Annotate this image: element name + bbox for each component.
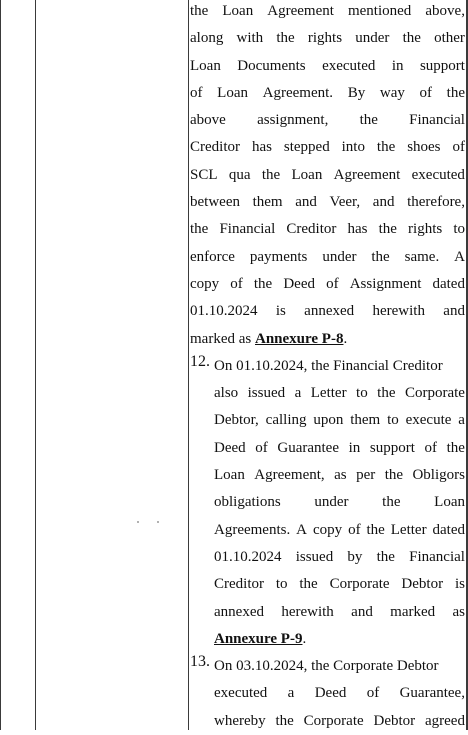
- numbered-paragraph-13: [190, 653, 465, 735]
- text-run: On 01.10.2024, the Financial Creditor: [214, 357, 443, 374]
- word: Agreement,: [254, 467, 325, 484]
- word: of: [190, 84, 203, 101]
- word: A: [454, 248, 465, 265]
- word: executed: [214, 685, 268, 702]
- word: of: [255, 439, 268, 456]
- table-border-left: [0, 0, 1, 730]
- text-line: [214, 407, 465, 434]
- word: into: [341, 139, 365, 156]
- text-line: [190, 25, 465, 52]
- word: the: [382, 494, 401, 511]
- word: Deed: [314, 685, 347, 702]
- word: Debtor: [373, 712, 416, 729]
- word: marked: [390, 603, 436, 620]
- word: support: [369, 439, 415, 456]
- word: the: [446, 439, 465, 456]
- word: By: [347, 84, 366, 101]
- word: the: [384, 467, 404, 484]
- word: execute: [405, 412, 452, 429]
- text-run: .: [302, 630, 307, 647]
- word: of: [348, 521, 361, 538]
- text-line: [214, 435, 465, 462]
- word: agreed: [425, 712, 465, 729]
- word: by: [347, 548, 363, 565]
- text-run: .: [343, 330, 348, 347]
- word: Obligors: [412, 467, 465, 484]
- text-line: [190, 162, 465, 189]
- word: them: [350, 412, 381, 429]
- text-line: [190, 80, 465, 107]
- word: the: [376, 548, 395, 565]
- word: under: [355, 30, 390, 47]
- word: to: [453, 221, 465, 238]
- text-line: [214, 462, 465, 489]
- text-line: [190, 298, 465, 325]
- word: to: [356, 385, 368, 402]
- word: along: [190, 30, 224, 47]
- text-line: [190, 271, 465, 298]
- word: Debtor,: [214, 412, 259, 429]
- word: above,: [425, 3, 465, 19]
- text-line: [214, 489, 465, 516]
- word: Corporate: [303, 712, 364, 729]
- numbered-paragraph-12: [190, 353, 465, 653]
- word: 01.10.2024: [190, 303, 258, 320]
- word: Corporate: [329, 576, 390, 593]
- scan-speck: [137, 521, 139, 523]
- table-column-divider: [35, 0, 36, 730]
- text-run: marked as: [190, 330, 255, 347]
- word: copy: [312, 521, 343, 538]
- word: and: [443, 303, 465, 320]
- word: of: [230, 275, 243, 292]
- word: to: [387, 412, 399, 429]
- word: Agreement.: [262, 84, 334, 101]
- word: same.: [404, 248, 440, 265]
- paragraph-number: 13.: [190, 653, 210, 671]
- text-line: [214, 708, 465, 735]
- word: rights: [307, 30, 343, 47]
- word: them: [252, 194, 283, 211]
- word: between: [190, 194, 240, 211]
- word: is: [454, 576, 465, 593]
- word: mentioned: [347, 3, 412, 19]
- word: obligations: [214, 494, 281, 511]
- word: calling: [265, 412, 307, 429]
- word: is: [275, 303, 286, 320]
- text-line: [190, 0, 465, 25]
- word: Creditor: [190, 139, 240, 156]
- word: executed: [411, 166, 465, 183]
- word: the: [378, 221, 397, 238]
- word: to: [275, 576, 288, 593]
- word: of: [452, 139, 465, 156]
- paragraph-number: 12.: [190, 352, 210, 370]
- word: Assignment: [349, 275, 422, 292]
- scan-speck: [157, 521, 159, 523]
- word: under: [314, 494, 349, 511]
- word: dated: [432, 521, 465, 538]
- paragraph-continuation: [190, 0, 465, 353]
- word: dated: [432, 275, 465, 292]
- word: the: [275, 712, 294, 729]
- word: annexed: [304, 303, 355, 320]
- word: a: [294, 385, 302, 402]
- word: enforce: [190, 248, 235, 265]
- text-line: [190, 326, 465, 353]
- word: Loan: [217, 84, 248, 101]
- word: Documents: [237, 57, 306, 74]
- word: the: [299, 576, 318, 593]
- word: of: [424, 439, 438, 456]
- word: Corporate: [404, 385, 465, 402]
- text-run: On 03.10.2024, the Corporate Debtor: [214, 658, 439, 675]
- word: other: [434, 30, 465, 47]
- word: a: [458, 412, 465, 429]
- word: under: [322, 248, 357, 265]
- word: the: [359, 112, 378, 129]
- word: the: [253, 275, 273, 292]
- word: Letter: [310, 385, 347, 402]
- word: as: [334, 467, 347, 484]
- word: 01.10.2024: [214, 548, 282, 565]
- text-line: [214, 353, 465, 380]
- word: and: [295, 194, 317, 211]
- text-line: [190, 134, 465, 161]
- text-line: [214, 653, 465, 680]
- word: Deed: [214, 439, 246, 456]
- word: of: [326, 275, 339, 292]
- word: Agreement: [333, 166, 401, 183]
- word: Financial: [409, 548, 465, 565]
- text-line: [190, 53, 465, 80]
- text-line: [214, 571, 465, 598]
- word: as: [452, 603, 465, 620]
- word: stepped: [283, 139, 330, 156]
- text-line: [214, 380, 465, 407]
- word: Loan: [434, 494, 465, 511]
- word: of: [366, 685, 380, 702]
- word: qua: [228, 166, 251, 183]
- word: annexed: [214, 603, 264, 620]
- word: Loan: [222, 3, 254, 19]
- word: Financial: [219, 221, 276, 238]
- word: payments: [249, 248, 308, 265]
- word: has: [347, 221, 368, 238]
- word: in: [391, 57, 404, 74]
- word: and: [351, 603, 373, 620]
- text-line: [214, 599, 465, 626]
- word: the: [402, 30, 421, 47]
- word: Financial: [409, 112, 465, 129]
- text-line: [214, 680, 465, 707]
- word: above: [190, 112, 226, 129]
- word: upon: [313, 412, 344, 429]
- word: Loan: [190, 57, 221, 74]
- word: Creditor: [214, 576, 264, 593]
- word: executed: [322, 57, 376, 74]
- word: shoes: [407, 139, 441, 156]
- word: Agreements.: [214, 521, 291, 538]
- word: and: [372, 194, 395, 211]
- text-line: [214, 626, 465, 653]
- annexure-reference: Annexure P-8: [254, 330, 344, 347]
- word: per: [356, 467, 376, 484]
- word: A: [296, 521, 308, 538]
- word: also: [214, 385, 239, 402]
- word: the: [190, 3, 209, 19]
- word: Guarantee,: [399, 685, 465, 702]
- word: a: [287, 685, 295, 702]
- word: Letter: [390, 521, 427, 538]
- word: whereby: [214, 712, 266, 729]
- word: rights: [408, 221, 443, 238]
- word: the: [261, 166, 281, 183]
- word: assignment,: [257, 112, 329, 129]
- word: Veer,: [329, 194, 361, 211]
- word: herewith: [281, 603, 334, 620]
- table-column-divider: [188, 0, 189, 730]
- word: therefore,: [407, 194, 465, 211]
- word: the: [190, 221, 209, 238]
- text-line: [190, 244, 465, 271]
- text-line: [190, 189, 465, 216]
- word: support: [419, 57, 465, 74]
- annexure-reference: Annexure P-9: [214, 630, 303, 647]
- text-line: [190, 107, 465, 134]
- word: with: [236, 30, 264, 47]
- word: Deed: [283, 275, 315, 292]
- text-line: [190, 216, 465, 243]
- word: Creditor: [286, 221, 337, 238]
- document-body: [190, 0, 465, 735]
- text-line: [214, 517, 465, 544]
- word: in: [348, 439, 361, 456]
- word: Agreement: [267, 3, 334, 19]
- word: Guarantee: [277, 439, 340, 456]
- word: herewith: [372, 303, 425, 320]
- text-line: [214, 544, 465, 571]
- word: SCL: [190, 166, 218, 183]
- word: has: [251, 139, 272, 156]
- word: the: [276, 30, 295, 47]
- word: issued: [295, 548, 334, 565]
- word: the: [376, 139, 396, 156]
- word: issued: [247, 385, 286, 402]
- word: the: [446, 84, 465, 101]
- word: Debtor: [401, 576, 444, 593]
- word: the: [366, 521, 385, 538]
- word: of: [419, 84, 433, 101]
- word: Loan: [291, 166, 323, 183]
- word: Loan: [214, 467, 245, 484]
- word: the: [377, 385, 396, 402]
- word: way: [379, 84, 405, 101]
- word: the: [371, 248, 390, 265]
- word: copy: [190, 275, 220, 292]
